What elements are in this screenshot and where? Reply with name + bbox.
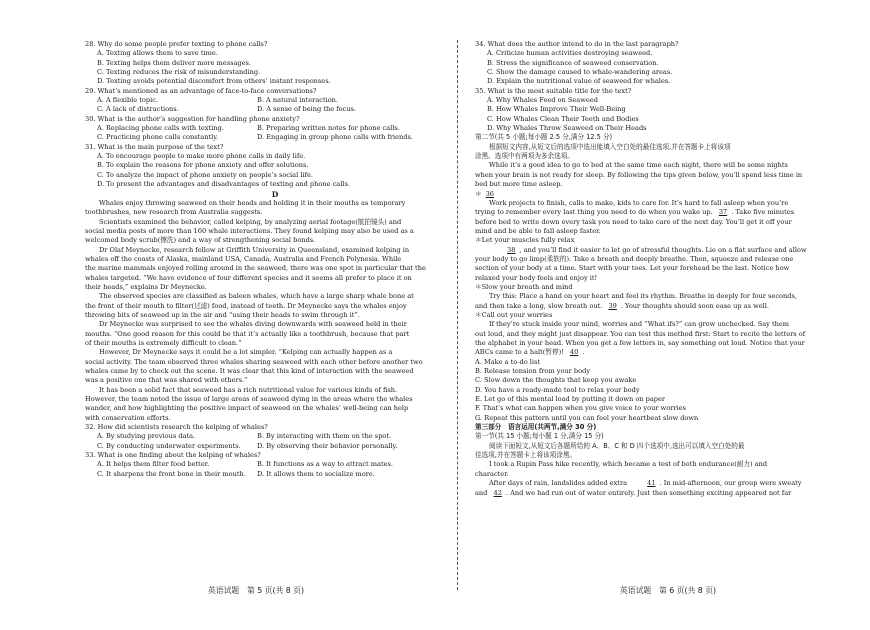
option-c: C. Show the damage caused to whale-wandering areas. xyxy=(487,68,673,77)
reading-passage-d xyxy=(85,199,465,423)
question-29 xyxy=(85,87,465,115)
choice-f: F. That’s what can happen when you give voice to your worries xyxy=(475,404,686,413)
option-d: D. Engaging in group phone calls with friends. xyxy=(257,133,414,142)
section-1-instructions-cont: 佳选项,并在答题卡上将该项涂黑。 xyxy=(475,451,577,460)
question-stem: 31. What is the main purpose of the text? xyxy=(85,142,224,151)
option-a: A. Texting allows them to save time. xyxy=(97,49,218,58)
passage-line: throwing bits of seaweed up in the air and “using their heads to swim through it”. xyxy=(85,310,360,319)
choice-g: G. Repeat this pattern until you can feel your heartbeat slow down xyxy=(475,413,699,422)
passage-line: Try this: Place a hand on your heart and feel its rhythm. Breathe in deeply for four seconds, xyxy=(489,292,797,301)
passage-line: Dr Meynecke was surprised to see the whales diving downwards with seaweed held in their xyxy=(99,320,407,329)
passage-intro-line: when your brain is not ready for sleep. By following the tips given below, you’ll spend less time in xyxy=(475,170,803,179)
option-b: B. Preparing written notes for phone calls. xyxy=(257,124,400,133)
passage-line: If they’re stuck inside your mind, worries and “What ifs?” can grow unchecked. Say them xyxy=(489,320,790,329)
cloze-line xyxy=(475,479,855,488)
question-28 xyxy=(85,40,465,87)
passage-line: of their mouths is extremely difficult to clean.” xyxy=(85,339,242,347)
option-a: A. It helps them filter food better. xyxy=(97,460,210,469)
passage-line xyxy=(475,246,855,255)
option-b: B. Texting helps them deliver more messages. xyxy=(97,58,252,67)
passage-line: whales came by to check out the scene. It was clear that this kind of interaction with the seaweed xyxy=(85,367,414,376)
choice-a: A. Make a to-do list xyxy=(475,357,541,366)
passage-line: social activity. The team observed three whales sharing seaweed with each other before another two xyxy=(85,357,423,366)
page-footer-left: 英语试题 第 5 页(共 8 页) xyxy=(208,586,305,595)
option-d: D. Explain the nutritional value of seaweed for whales. xyxy=(487,77,671,86)
passage-line: It has been a solid fact that seaweed has a rich nutritional value for various kinds of fish. xyxy=(99,385,398,394)
question-30 xyxy=(85,115,465,143)
text: . In mid-afternoon, our group were sweaty xyxy=(659,479,802,488)
question-stem: 29. What’s mentioned as an advantage of face-to-face conversations? xyxy=(85,86,317,95)
passage-line xyxy=(475,348,855,357)
passage-line: the marine mammals enjoyed rolling around in the seaweed, there was one spot in particular that the xyxy=(85,264,426,273)
blank-41: 41 xyxy=(647,479,656,488)
option-a: A. Why Whales Feed on Seaweed xyxy=(487,96,598,105)
option-d: D. To present the advantages and disadvantages of texting and phone calls. xyxy=(97,180,350,189)
question-31 xyxy=(85,143,465,190)
blank-36: 36 xyxy=(485,189,494,198)
passage-line: the front of their mouth to filter(过滤) food, instead of teeth. Dr Meynecke says the whales enjoy xyxy=(85,301,407,310)
option-a: A. A flexible topic. xyxy=(97,96,159,105)
passage-line: However, the team noted the issue of large areas of seaweed dying in the areas where the whales xyxy=(85,395,413,404)
passage-line: mouths. “One good reason for this could be that it’s actually like a toothbrush, because that part xyxy=(85,329,410,338)
text: ABCs came to a halt(暂停)! xyxy=(475,348,564,357)
choice-c: C. Slow down the thoughts that keep you awake xyxy=(475,376,637,385)
cloze-line: character. xyxy=(475,469,509,478)
option-b: B. By interacting with them on the spot. xyxy=(257,432,392,441)
option-d: D. A sense of being the focus. xyxy=(257,105,357,114)
section-1-instructions: 阅读下面短文,从短文后各题所给的 A、B、C 和 D 四个选项中,选出可以填入空白处的最 xyxy=(489,441,745,450)
option-d: D. It allows them to socialize more. xyxy=(257,469,375,478)
option-d: D. By observing their behavior personally. xyxy=(257,441,398,450)
right-page xyxy=(475,40,855,498)
passage-line: out loud, and they might just disappear. You can test this method first: Start to recite the letters of xyxy=(475,329,806,338)
passage-line: your body to go limp(柔软的). Take a breath and deeply breathe. Then, squeeze and release one xyxy=(475,254,794,263)
tip-heading: ＊Let your muscles fully relax xyxy=(475,236,575,245)
passage-line: The observed species are classified as baleen whales, which have a large sharp whale bone at xyxy=(99,292,414,301)
page-footer-right: 英语试题 第 6 页(共 8 页) xyxy=(620,586,717,595)
passage-line: welcomed body scrub(擦洗) and a way of strengthening social bonds. xyxy=(85,236,316,245)
passage-line: Work projects to finish, calls to make, kids to care for. It’s hard to fall asleep when you’re xyxy=(489,198,789,207)
text: and then take a long, slow breath out. xyxy=(475,301,603,310)
blank-40: 40 xyxy=(569,348,579,357)
left-page xyxy=(85,40,465,479)
passage-line: wander, and how highlighting the positive impact of seaweed on the whales’ well-being can help xyxy=(85,404,409,413)
option-a: A. Criticize human activities destroying seaweed. xyxy=(487,49,653,58)
option-d: D. Why Whales Throw Seaweed on Their Heads xyxy=(487,124,647,133)
option-b: B. Stress the significance of seaweed conservation. xyxy=(487,58,659,67)
passage-line xyxy=(475,208,855,217)
text: . Your thoughts should soon ease up as well. xyxy=(620,301,769,310)
text: . And we had run out of water entirely. Just then something exciting appeared not far xyxy=(505,488,792,497)
passage-line: relaxed your body feels and enjoy it! xyxy=(475,273,598,282)
blank-39: 39 xyxy=(608,301,617,310)
section-2-instructions-cont: 涂黑。选项中有两项为多余选项。 xyxy=(475,152,574,161)
passage-line: section of your body at a time. Start with your toes. Let your forehead be the last. Notice how xyxy=(475,264,790,273)
passage-line: with conservation efforts. xyxy=(85,413,171,422)
passage-line: their heads,” explains Dr Meynecke. xyxy=(85,282,207,291)
option-b: B. To explain the reasons for phone anxiety and offer solutions. xyxy=(97,161,309,170)
passage-line xyxy=(475,302,855,311)
option-c: C. It sharpens the front bone in their mouth. xyxy=(97,469,246,478)
passage-line: Scientists examined the behavior, called kelping, by analyzing aerial footage(航拍镜头) and xyxy=(99,217,402,226)
text: . Take five minutes xyxy=(731,208,795,217)
option-a: A. Replacing phone calls with texting. xyxy=(97,124,224,133)
passage-line: social media posts of more than 160 whale interactions. They found kelping may also be used as a xyxy=(85,226,414,235)
passage-line: was a positive one that was shared with others.” xyxy=(85,376,248,385)
option-c: C. To analyze the impact of phone anxiety on people’s social life. xyxy=(97,170,313,179)
cloze-line: I took a Rupin Pass hike recently, which became a test of both endurance(耐力) and xyxy=(489,460,768,469)
choice-e: E. Let go of this mental load by putting it down on paper xyxy=(475,395,666,404)
passage-line: mind and be able to fall asleep faster. xyxy=(475,226,601,235)
question-stem: 30. What is the author’s suggestion for handling phone anxiety? xyxy=(85,114,300,123)
tip-heading: ＊Call out your worries xyxy=(475,310,553,319)
passage-line: Dr Olaf Meynecke, research fellow at Griffith University in Queensland, examined kelping in xyxy=(99,245,410,254)
text: and xyxy=(475,488,488,497)
question-35 xyxy=(475,87,855,134)
question-33 xyxy=(85,451,465,479)
section-1-title: 第一节(共 15 小题;每小题 1 分,满分 15 分) xyxy=(475,432,604,441)
passage-intro-line: While it’s a good idea to go to bed at the same time each night, there will be some nights xyxy=(489,161,788,170)
option-c: C. A lack of distractions. xyxy=(97,105,179,114)
option-c: C. Practicing phone calls constantly. xyxy=(97,133,219,142)
blank-36-line: ＊ 36 xyxy=(475,190,855,199)
option-c: C. By conducting underwater experiments. xyxy=(97,441,241,450)
question-34 xyxy=(475,40,855,87)
question-stem: 35. What is the most suitable title for the text? xyxy=(475,86,632,95)
passage-line: the alphabet in your head. When you get a few letters in, say something out loud. Notice that your xyxy=(475,339,805,347)
choice-b: B. Release tension from your body xyxy=(475,367,591,376)
blank-38: 38 xyxy=(507,245,516,254)
option-d: D. Texting avoids potential discomfort from others’ instant responses. xyxy=(97,77,331,86)
blank-37: 37 xyxy=(718,208,728,217)
option-c: C. Texting reduces the risk of misunderstanding. xyxy=(97,68,261,77)
section-2-instructions: 根据短文内容,从短文后的选项中选出能填入空白处的最佳选项,并在答题卡上将该项 xyxy=(489,142,731,151)
section-2-title: 第二节(共 5 小题;每小题 2.5 分,满分 12.5 分) xyxy=(475,133,613,142)
choice-d: D. You have a ready-made tool to relax your body xyxy=(475,385,640,394)
passage-line: before bed to write down every task you need to take care of the next day. You’ll get it off your xyxy=(475,217,792,226)
blank-42: 42 xyxy=(493,488,502,497)
section-heading-d: D xyxy=(271,189,279,199)
option-c: C. How Whales Clean Their Teeth and Bodies xyxy=(487,114,639,123)
tip-heading: ＊Slow your breath and mind xyxy=(475,282,573,291)
passage-line: toothbrushes, new research from Australia suggests. xyxy=(85,208,263,217)
text: After days of rain, landslides added extra xyxy=(489,479,628,488)
question-32 xyxy=(85,423,465,451)
question-stem: 28. Why do some people prefer texting to phone calls? xyxy=(85,40,268,48)
passage-line: However, Dr Meynecke says it could be a lot simpler. “Kelping can actually happen as a xyxy=(99,348,393,357)
question-stem: 32. How did scientists research the kelping of whales? xyxy=(85,423,268,432)
text: , and you’ll find it easier to let go of stressful thoughts. Lie on a flat surface and allow xyxy=(519,245,807,254)
passage-line: Whales enjoy throwing seaweed on their heads and holding it in their mouths as temporary xyxy=(99,198,406,207)
text: . xyxy=(582,348,585,357)
cloze-line xyxy=(475,489,855,498)
option-b: B. How Whales Improve Their Well-Being xyxy=(487,105,626,114)
passage-line: whales off the coasts of Alaska, mainland USA, Canada, Australia and French Polynesia. While xyxy=(85,254,402,263)
passage-line: whales targeted. “We have evidence of four different species and it seems all prefer to place it on xyxy=(85,273,412,282)
part-3-title: 第三部分 语言运用(共两节,满分 30 分) xyxy=(475,423,597,432)
question-stem: 33. What is one finding about the kelping of whales? xyxy=(85,451,261,460)
option-b: B. A natural interaction. xyxy=(257,96,339,105)
passage-intro-line: bed but more time asleep. xyxy=(475,180,563,189)
option-a: A. By studying previous data. xyxy=(97,432,196,441)
text: trying to remember every last thing you need to do when you wake up. xyxy=(475,208,713,217)
question-stem: 34. What does the author intend to do in the last paragraph? xyxy=(475,40,679,48)
option-a: A. To encourage people to make more phone calls in daily life. xyxy=(97,152,306,161)
option-b: B. It functions as a way to attract mates. xyxy=(257,460,393,469)
